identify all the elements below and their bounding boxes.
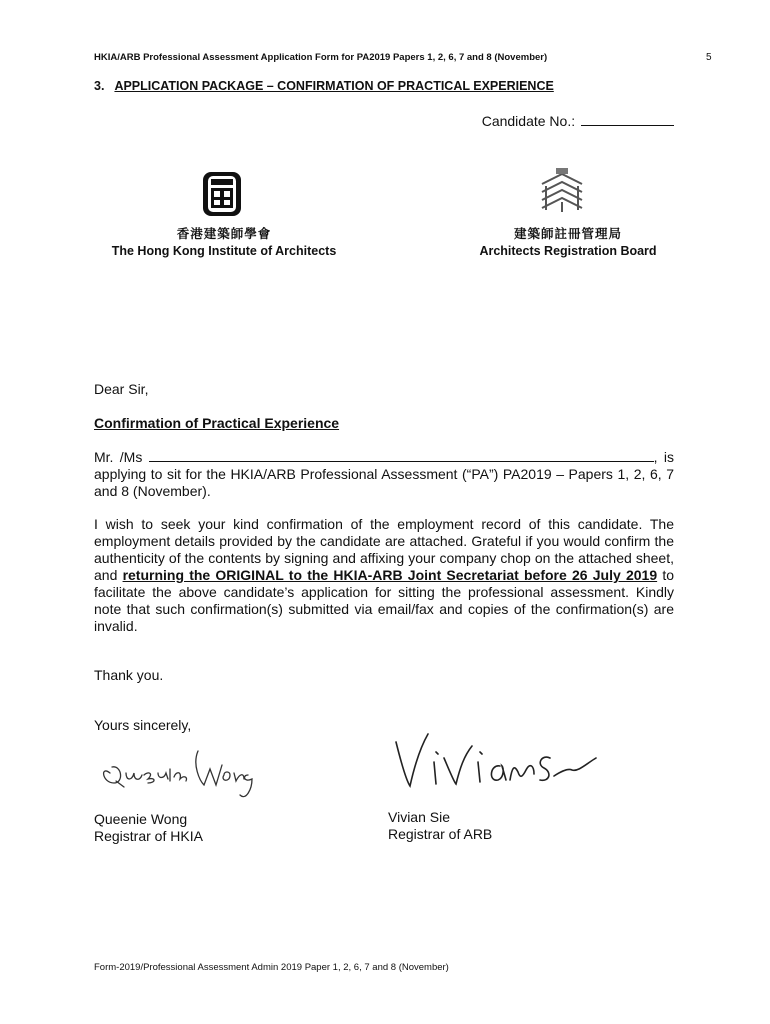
request-text-2: to facilitate the above candidate’s application for sitting the professional assessment. Kindly note that such confirmation(s) submitted via email/fax and copies of the confirmation(s) are invalid. xyxy=(94,567,674,634)
request-deadline-text: returning the ORIGINAL to the HKIA-ARB Joint Secretariat before 26 July 2019 xyxy=(122,567,658,583)
hkia-name-chinese: 香港建築師學會 xyxy=(176,226,272,241)
request-text-1: I wish to seek your kind confirmation of the employment record of this candidate. The employment details provided by the candidate are attached. Grateful if you would confirm the authenticity of the contents by signing and affixing your company chop on the attached sheet, and xyxy=(94,516,674,583)
closing-text: Yours sincerely, xyxy=(94,717,192,733)
signatory-title: Registrar of HKIA xyxy=(94,828,203,844)
candidate-number-field[interactable] xyxy=(482,112,674,129)
candidate-number-label: Candidate No.: xyxy=(481,113,576,129)
hkia-name-english: The Hong Kong Institute of Architects xyxy=(111,244,337,258)
section-heading xyxy=(94,79,554,93)
signatory-name: Vivian Sie xyxy=(388,809,451,825)
signatory-arb xyxy=(388,809,492,843)
signatory-hkia xyxy=(94,811,203,845)
salutation: Dear Sir, xyxy=(94,381,149,397)
letter-subject: Confirmation of Practical Experience xyxy=(94,415,340,431)
thank-you-text: Thank you. xyxy=(94,667,164,683)
arb-logo-icon xyxy=(536,166,588,220)
hkia-logo-icon xyxy=(200,170,244,218)
vivian-sie-signature-icon xyxy=(392,728,607,794)
hkia-organization xyxy=(94,224,354,258)
mr-ms-label: Mr. /Ms xyxy=(94,449,143,465)
candidate-number-blank[interactable] xyxy=(581,112,674,126)
section-title: APPLICATION PACKAGE – CONFIRMATION OF PRACTICAL EXPERIENCE xyxy=(114,79,554,93)
arb-name-english: Architects Registration Board xyxy=(479,244,657,258)
signatory-title: Registrar of ARB xyxy=(388,826,493,842)
candidate-paragraph-text: , is applying to sit for the HKIA/ARB Professional Assessment (“PA”) PA2019 – Papers 1, 2, 6, 7 and 8 (November). xyxy=(94,449,675,499)
arb-organization xyxy=(462,224,674,258)
page-number: 5 xyxy=(706,52,712,63)
candidate-paragraph xyxy=(94,449,674,500)
arb-name-chinese: 建築師註冊管理局 xyxy=(513,226,622,241)
page-footer: Form-2019/Professional Assessment Admin 2019 Paper 1, 2, 6, 7 and 8 (November) xyxy=(94,962,449,973)
signatory-name: Queenie Wong xyxy=(94,811,188,827)
request-paragraph xyxy=(94,516,674,635)
queenie-wong-signature-icon xyxy=(96,735,266,809)
section-number: 3. xyxy=(94,79,105,93)
page-header-title: HKIA/ARB Professional Assessment Application Form for PA2019 Papers 1, 2, 6, 7 and 8 (November) xyxy=(94,52,548,63)
candidate-name-blank[interactable] xyxy=(149,449,654,462)
